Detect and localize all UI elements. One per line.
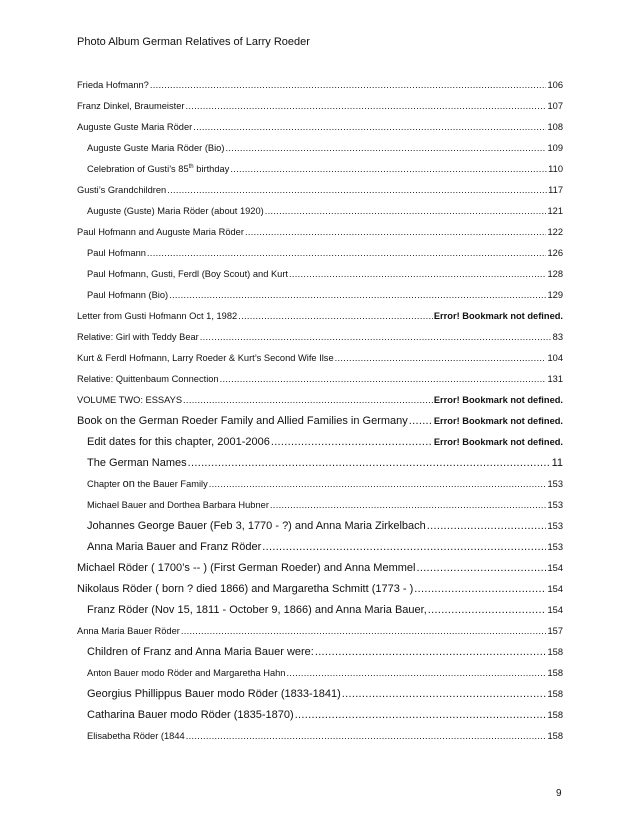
toc-entry-title [87,164,229,174]
toc-entry-page: 158 [547,667,563,678]
toc-leader-dots [230,164,547,174]
table-of-contents [77,74,563,746]
toc-entry-title: Edit dates for this chapter, 2001-2006 [87,435,270,448]
toc-entry-page: 121 [547,205,563,216]
toc-leader-dots [265,206,547,216]
toc-leader-dots [193,122,546,132]
toc-entry[interactable] [77,242,563,263]
toc-entry[interactable] [77,536,563,557]
page-number: 9 [556,788,562,799]
toc-entry[interactable] [77,452,563,473]
toc-entry-title-part: Celebration of Gusti’s 85 [87,163,189,174]
toc-entry-page: 158 [547,646,563,657]
toc-entry-title: Michael Bauer and Dorthea Barbara Hubner [87,499,269,510]
toc-leader-dots [169,290,546,300]
toc-entry-title: Relative: Quittenbaum Connection [77,373,219,384]
toc-entry-title: Catharina Bauer modo Röder (1835-1870) [87,708,294,721]
toc-entry-title: Auguste Guste Maria Röder [77,121,193,132]
toc-leader-dots [315,646,547,658]
toc-entry-title: Anna Maria Bauer and Franz Röder [87,540,262,553]
toc-entry-title [87,478,208,490]
toc-entry-page: 122 [547,226,563,237]
toc-entry-title: Michael Röder ( 1700’s -- ) (First German Roeder) and Anna Memmel [77,561,416,574]
toc-entry[interactable] [77,620,563,641]
toc-leader-dots [428,604,547,616]
toc-leader-dots [238,311,433,321]
toc-entry-title: Paul Hofmann (Bio) [87,289,169,300]
toc-leader-dots [220,374,547,384]
toc-leader-dots [427,520,547,532]
toc-leader-dots [167,185,547,195]
toc-entry[interactable] [77,578,563,599]
toc-entry[interactable] [77,494,563,515]
toc-entry-title: Frieda Hofmann? [77,79,149,90]
toc-entry-title: Gusti’s Grandchildren [77,184,167,195]
toc-leader-dots [150,80,547,90]
toc-leader-dots [271,436,433,448]
toc-leader-dots [414,583,546,595]
toc-entry[interactable] [77,116,563,137]
toc-leader-dots [286,668,546,678]
toc-entry[interactable] [77,263,563,284]
toc-entry-page-error: Error! Bookmark not defined. [433,394,563,405]
toc-entry[interactable] [77,389,563,410]
toc-entry-page: 117 [548,184,563,195]
toc-entry-page: 157 [547,625,563,636]
toc-entry-page: 154 [547,604,563,615]
toc-entry-page: 131 [547,373,563,384]
toc-entry-page: 108 [547,121,563,132]
toc-entry[interactable] [77,599,563,620]
toc-entry[interactable] [77,284,563,305]
toc-entry-title: Paul Hofmann, Gusti, Ferdl (Boy Scout) and Kurt [87,268,289,279]
toc-entry-title: Franz Dinkel, Braumeister [77,100,185,111]
toc-entry-page-error: Error! Bookmark not defined. [433,415,563,426]
toc-entry-title: Nikolaus Röder ( born ? died 1866) and Margaretha Schmitt (1773 - ) [77,582,414,595]
toc-entry[interactable] [77,704,563,725]
toc-entry-title: Anna Maria Bauer Röder [77,625,180,636]
toc-entry-page: 109 [547,142,563,153]
toc-entry-title-part: on [122,477,135,490]
toc-entry-page: 158 [547,730,563,741]
toc-entry-page: 153 [547,478,563,489]
toc-entry-title: VOLUME TWO: ESSAYS [77,394,183,405]
toc-entry-title: Children of Franz and Anna Maria Bauer were: [87,645,314,658]
toc-entry-page: 106 [547,79,563,90]
toc-entry-page: 154 [547,562,563,573]
toc-entry-title: Kurt & Ferdl Hofmann, Larry Roeder & Kurt’s Second Wife Ilse [77,352,334,363]
toc-entry-title: Book on the German Roeder Family and Allied Families in Germany [77,414,408,427]
toc-leader-dots [295,709,547,721]
toc-entry[interactable] [77,200,563,221]
toc-leader-dots [416,562,546,574]
toc-leader-dots [262,541,546,553]
toc-entry-page: 158 [547,709,563,720]
toc-leader-dots [200,332,552,342]
toc-leader-dots [188,457,551,469]
toc-entry-title-part: the Bauer Family [134,478,208,489]
toc-leader-dots [289,269,546,279]
toc-leader-dots [185,101,546,111]
toc-entry-page: 83 [552,331,563,342]
toc-entry-title: Franz Röder (Nov 15, 1811 - October 9, 1866) and Anna Maria Bauer, [87,603,427,616]
toc-entry-page: 110 [548,163,563,174]
toc-entry[interactable] [77,221,563,242]
toc-entry-title: Paul Hofmann and Auguste Maria Röder [77,226,244,237]
toc-entry-page: 126 [547,247,563,258]
toc-entry-title: Letter from Gusti Hofmann Oct 1, 1982 [77,310,238,321]
toc-leader-dots [225,143,546,153]
toc-entry[interactable] [77,473,563,494]
toc-leader-dots [342,688,547,700]
toc-entry[interactable] [77,410,563,431]
toc-leader-dots [270,500,547,510]
toc-entry-title: The German Names [87,456,187,469]
toc-entry-page: 107 [547,100,563,111]
toc-entry-title-part: Chapter [87,478,123,489]
toc-entry-title: Paul Hofmann [87,247,146,258]
toc-entry[interactable] [77,662,563,683]
toc-entry[interactable] [77,515,563,536]
toc-entry-page: 129 [547,289,563,300]
toc-entry[interactable] [77,347,563,368]
toc-entry-page: 11 [551,456,563,469]
toc-entry-page: 128 [547,268,563,279]
toc-entry-title: Georgius Phillippus Bauer modo Röder (1833-1841) [87,687,341,700]
toc-entry-title: Elisabetha Röder (1844 [87,730,185,741]
toc-entry-page: 153 [547,541,563,552]
toc-entry-page: 104 [547,352,563,363]
toc-entry[interactable] [77,368,563,389]
toc-entry[interactable] [77,305,563,326]
toc-leader-dots [335,353,547,363]
toc-leader-dots [181,626,547,636]
toc-leader-dots [209,479,547,489]
toc-entry-title: Auguste (Guste) Maria Röder (about 1920) [87,205,264,216]
running-header: Photo Album German Relatives of Larry Roeder [77,36,310,48]
toc-entry[interactable] [77,137,563,158]
toc-entry[interactable] [77,431,563,452]
toc-entry[interactable] [77,641,563,662]
toc-entry-title: Anton Bauer modo Röder and Margaretha Hahn [87,667,286,678]
toc-entry-title-part: birthday [193,163,230,174]
toc-leader-dots [186,731,547,741]
toc-entry-page: 158 [547,688,563,699]
toc-entry[interactable] [77,326,563,347]
toc-entry-page-error: Error! Bookmark not defined. [433,310,563,321]
ordinal-superscript: th [188,163,194,170]
toc-entry-title: Johannes George Bauer (Feb 3, 1770 - ?) and Anna Maria Zirkelbach [87,519,426,532]
toc-entry[interactable] [77,179,563,200]
toc-entry-title: Auguste Guste Maria Röder (Bio) [87,142,225,153]
toc-entry[interactable] [77,74,563,95]
toc-entry-title: Relative: Girl with Teddy Bear [77,331,199,342]
toc-entry-page: 153 [547,499,563,510]
toc-entry[interactable] [77,557,563,578]
toc-leader-dots [147,248,547,258]
toc-leader-dots [245,227,547,237]
toc-entry[interactable] [77,95,563,116]
toc-entry[interactable] [77,683,563,704]
toc-entry[interactable] [77,158,563,179]
toc-entry-page-error: Error! Bookmark not defined. [433,436,563,447]
toc-leader-dots [409,415,433,427]
toc-entry[interactable] [77,725,563,746]
toc-entry-page: 154 [547,583,563,594]
toc-entry-page: 153 [547,520,563,531]
toc-leader-dots [183,395,433,405]
